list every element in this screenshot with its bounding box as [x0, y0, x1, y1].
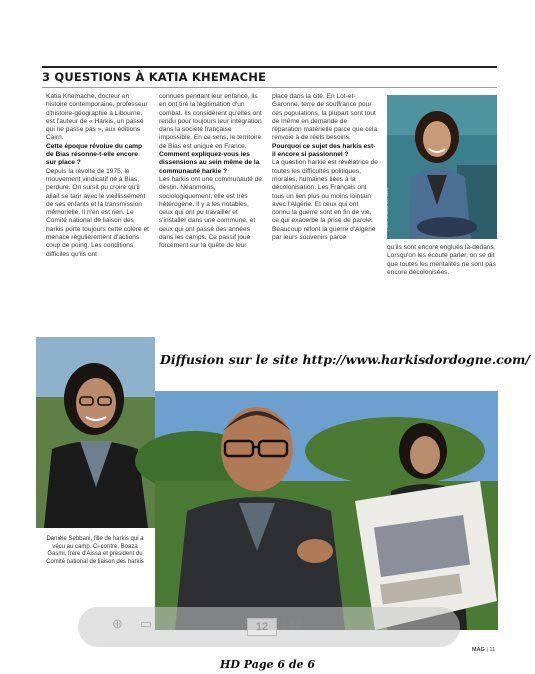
photo-daniele-sebbani: [36, 337, 155, 528]
interview-question: Comment expliquez-vous les dissensions au sein même de la communauté harkie ?: [159, 151, 260, 175]
photo-caption: Danièle Sebbani, fille de harkis qui a vécu au camp. Ci-contre, Boaza Gasmi, frère d'Aissa et président du Comité national de liaison des harkis: [46, 536, 144, 565]
article-column-3: [272, 93, 378, 242]
woman-photo-illustration: [36, 337, 155, 528]
pages-icon[interactable]: ▭: [140, 616, 153, 631]
interview-question: Pourquoi ce sujet des harkis est-il encore si passionnel ?: [272, 142, 376, 159]
article-headline: 3 QUESTIONS À KATIA KHEMACHE: [42, 70, 267, 84]
article-column-1: [46, 93, 150, 259]
footer-separator: |: [486, 647, 488, 653]
article-paragraph: place dans la cité. En Lot-et-Garonne, terre de souffrance pour ces populations, la plupart sont tout de même en demande de réparation matérielle parce que cela renvoie à de réels besoins.: [272, 93, 378, 142]
portrait-credit: Photo Kristelle Del Oneil: [384, 187, 389, 231]
page-total: / 52: [283, 619, 302, 631]
man-photo-illustration: [155, 391, 498, 630]
page-number-input[interactable]: 12: [247, 618, 277, 636]
article-paragraph: connues pendant leur enfance, ils en ont tiré la légitimation d'un combat. Ils considèrent qu'elles ont rendu pour toujours leur intégration dans la société française impossible. En ce sens, le territoire de Bias est unique en France.: [159, 93, 262, 150]
article-paragraph: Katia Khemache, docteur en histoire contemporaine, professeur d'histoire-géographie à Libourne, est l'auteur de « Harkis, un passé qui ne passe pas », aux éditions Cairn.: [46, 93, 148, 142]
article-column-4: [387, 244, 497, 277]
article-paragraph: Les harkis ont une communauté de destin. Néanmoins, sociologiquement, elle est très hétérogène. Il y a les notables, ceux qui ont pu travailler et s'installer dans une commune, et ceux qui ont passé des années dans les camps. Ce passif joue forcément sur la quête de leur: [159, 175, 262, 250]
article-paragraph: qu'ils sont encore englués là-dedans. Lorsqu'on les écoute parler, on se dit que toutes les mentalités ne sont pas encore décolonisées.: [387, 244, 496, 276]
headline-top-rule: [42, 66, 497, 68]
diffusion-notice: Diffusion sur le site http://www.harkisdordogne.com/: [160, 352, 530, 367]
hd-page-label: HD Page 6 de 6: [219, 658, 316, 671]
interview-question: Cette époque révolue du camp de Bias résonne-t-elle encore sur place ?: [46, 142, 142, 167]
article-paragraph: Depuis la révolte de 1975, le mouvement vindicatif né à Bias, perdure. On sursit pu croire qu'il allait se tarir avec le vieillissement de ses enfants et la transmission mémorielle. Il n'en est rien. Le Comité national de liaison des harkis porte toujours cette colère et menace régulièrement d'actions coup de poing. Les conditions difficiles qu'ils ont: [46, 167, 149, 258]
headline-divider: [42, 87, 497, 88]
portrait-illustration: [387, 95, 497, 239]
zoom-icon[interactable]: ⊕: [112, 616, 123, 631]
magazine-footer: [472, 647, 495, 653]
footer-mag-label: MAG: [472, 647, 485, 653]
footer-page-number: 11: [489, 647, 496, 653]
article-paragraph: La question harkie est révélatrice de toutes les difficultés politiques, morales, humaines liées à la décolonisation. Les Français ont tous un lien plus ou moins lointain avec l'Algérie. Et ceux qui ont connu la guerre sont en fin de vie, ce qui exacerbe la prise de parole. Beaucoup refont la guerre d'Algérie par leurs souvenirs parce: [272, 159, 378, 242]
portrait-photo: [384, 95, 497, 239]
photo-boaza-gasmi: [155, 391, 498, 630]
article-column-2: [159, 93, 263, 251]
